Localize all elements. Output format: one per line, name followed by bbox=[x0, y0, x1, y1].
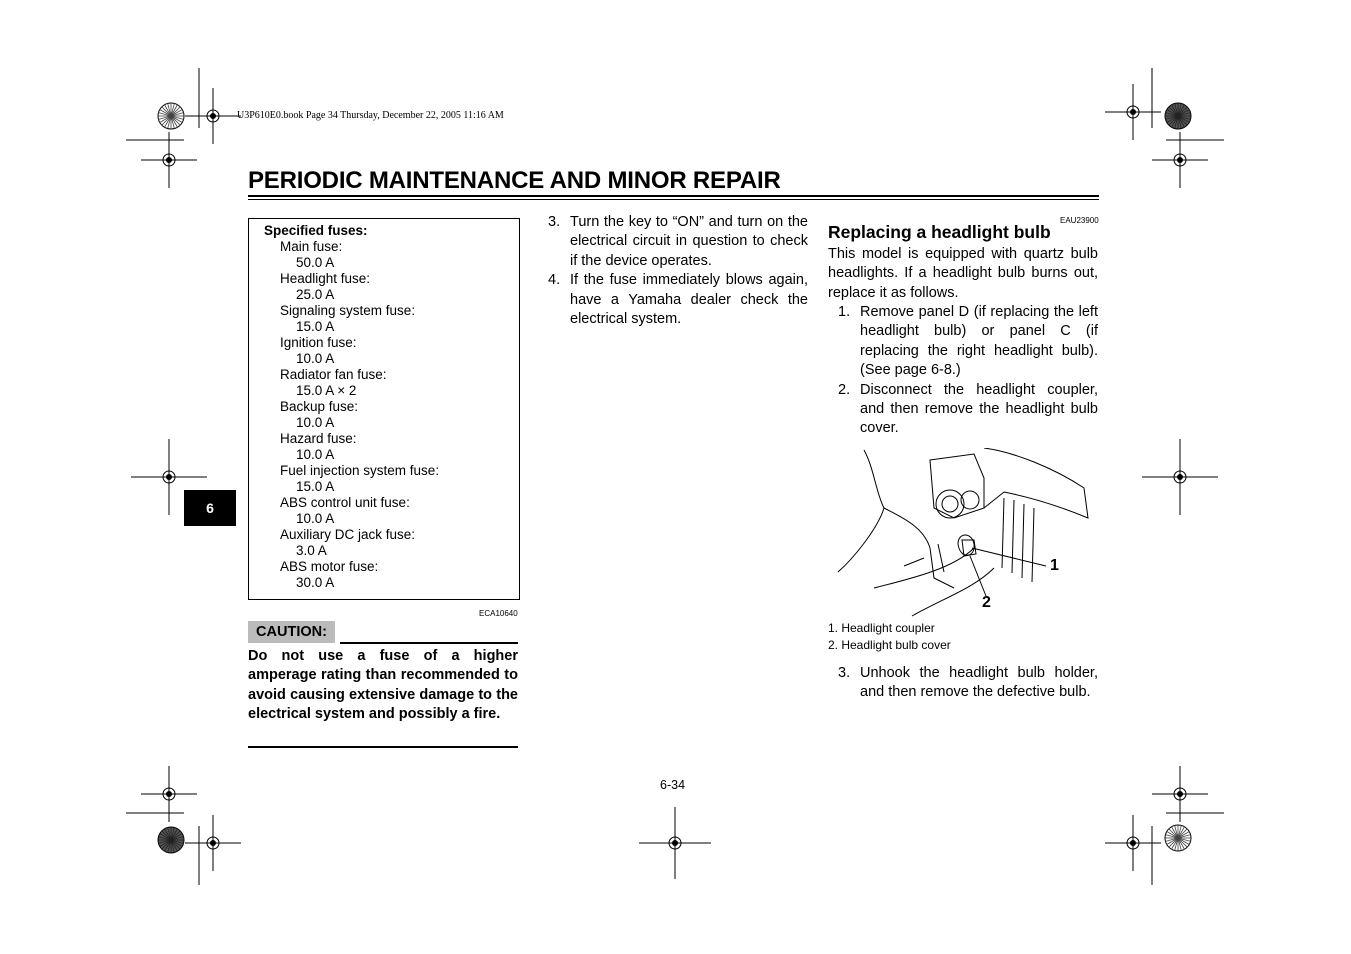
figure-leader-1 bbox=[972, 548, 1046, 566]
fuse-list bbox=[264, 239, 519, 591]
step-number: 3. bbox=[838, 665, 851, 681]
page-title: PERIODIC MAINTENANCE AND MINOR REPAIR bbox=[248, 167, 781, 194]
fuse-value: 10.0 A bbox=[296, 351, 335, 366]
crosshair-dot bbox=[166, 791, 172, 797]
caption-headlight-coupler: 1. Headlight coupler bbox=[828, 621, 935, 635]
figure-bolt-inner bbox=[942, 496, 958, 512]
figure-fairing-outline bbox=[838, 450, 884, 572]
crosshair-dot bbox=[1177, 157, 1183, 163]
fuse-name: ABS motor fuse: bbox=[280, 559, 379, 574]
step-item bbox=[548, 213, 808, 271]
step-number: 1. bbox=[838, 304, 851, 320]
fuse-name: Signaling system fuse: bbox=[280, 303, 416, 318]
crosshair-dot bbox=[1177, 474, 1183, 480]
caption-headlight-bulb-cover: 2. Headlight bulb cover bbox=[828, 638, 951, 652]
step-number: 4. bbox=[548, 272, 561, 289]
step-item bbox=[548, 271, 808, 329]
figure-fairing-inner bbox=[884, 508, 930, 548]
step-text: Disconnect the headlight coupler, and then remove the headlight bulb cover. bbox=[860, 381, 1098, 437]
right-step-list-after bbox=[838, 664, 1098, 703]
fuse-name: Auxiliary DC jack fuse: bbox=[280, 527, 416, 542]
step-item bbox=[838, 303, 1098, 381]
figure-bulb-cover bbox=[958, 535, 974, 555]
step-text: Remove panel D (if replacing the left headlight bulb) or panel C (if replacing the right headlight bulb). (See page 6-8.) bbox=[860, 304, 1098, 379]
crosshair-dot bbox=[166, 474, 172, 480]
step-number: 3. bbox=[548, 214, 561, 230]
crosshair-dot bbox=[210, 113, 216, 119]
page-number: 6-34 bbox=[660, 778, 686, 792]
title-rule bbox=[248, 195, 1099, 197]
fuse-value: 10.0 A bbox=[296, 447, 335, 462]
crosshair-dot bbox=[210, 840, 216, 846]
figure-bolt bbox=[936, 490, 964, 518]
section-intro: This model is equipped with quartz bulb headlights. If a headlight bulb burns out, replace it as follows. bbox=[828, 246, 1098, 301]
step-text: Unhook the headlight bulb holder, and then remove the defective bulb. bbox=[860, 665, 1098, 701]
crosshair-dot bbox=[672, 840, 678, 846]
fuse-name: Ignition fuse: bbox=[280, 335, 357, 350]
specified-fuses-box bbox=[248, 218, 520, 600]
figure-lower-curve bbox=[874, 548, 974, 588]
step-text: If the fuse immediately blows again, have a Yamaha dealer check the electrical system. bbox=[570, 272, 808, 328]
section-code: EAU23900 bbox=[1060, 216, 1099, 225]
step-text: Turn the key to “ON” and turn on the electrical circuit in question to check if the device operates. bbox=[570, 214, 808, 269]
fuse-value: 15.0 A bbox=[296, 319, 335, 334]
caution-rule-bottom bbox=[248, 746, 518, 748]
fuse-value: 30.0 A bbox=[296, 575, 335, 590]
caution-label: CAUTION: bbox=[248, 621, 335, 643]
caution-code: ECA10640 bbox=[479, 609, 518, 618]
figure-headlight-housing bbox=[984, 448, 1088, 518]
figure-callout-2: 2 bbox=[982, 594, 991, 611]
figure-callout-1: 1 bbox=[1050, 557, 1059, 574]
crosshair-dot bbox=[1130, 840, 1136, 846]
fuses-heading: Specified fuses: bbox=[264, 223, 368, 238]
step-item bbox=[838, 381, 1098, 439]
crosshair-dot bbox=[1177, 791, 1183, 797]
figure-captions bbox=[828, 620, 951, 654]
fuse-name: Hazard fuse: bbox=[280, 431, 357, 446]
crosshair-dot bbox=[1130, 109, 1136, 115]
fuse-name: Headlight fuse: bbox=[280, 271, 371, 286]
fuse-name: Radiator fan fuse: bbox=[280, 367, 387, 382]
fuse-value: 15.0 A bbox=[296, 479, 335, 494]
fuse-name: Fuel injection system fuse: bbox=[280, 463, 440, 478]
fuse-value: 10.0 A bbox=[296, 415, 335, 430]
fuse-value: 15.0 A × 2 bbox=[296, 383, 357, 398]
fuse-name: Backup fuse: bbox=[280, 399, 359, 414]
middle-step-list bbox=[548, 213, 808, 329]
chapter-tab: 6 bbox=[184, 490, 236, 526]
fuse-value: 3.0 A bbox=[296, 543, 327, 558]
headlight-figure bbox=[834, 448, 1096, 618]
fuse-value: 25.0 A bbox=[296, 287, 335, 302]
caution-rule-top bbox=[340, 642, 518, 644]
caution-text: Do not use a fuse of a higher amperage rating than recommended to avoid causing extensive damage to the electrical system and possibly a fire. bbox=[248, 648, 518, 723]
fuse-value: 50.0 A bbox=[296, 255, 335, 270]
fuse-name: Main fuse: bbox=[280, 239, 343, 254]
section-heading: Replacing a headlight bulb bbox=[828, 222, 1051, 242]
fuse-name: ABS control unit fuse: bbox=[280, 495, 410, 510]
step-number: 2. bbox=[838, 381, 851, 398]
figure-leader-2 bbox=[970, 556, 986, 596]
book-info-line: U3P610E0.book Page 34 Thursday, December 22, 2005 11:16 AM bbox=[237, 110, 504, 121]
step-item bbox=[838, 664, 1098, 703]
fuse-value: 10.0 A bbox=[296, 511, 335, 526]
crosshair-dot bbox=[166, 157, 172, 163]
figure-housing-ribs bbox=[1002, 498, 1034, 582]
right-step-list bbox=[838, 303, 1098, 439]
title-rule-thin bbox=[248, 199, 1099, 200]
